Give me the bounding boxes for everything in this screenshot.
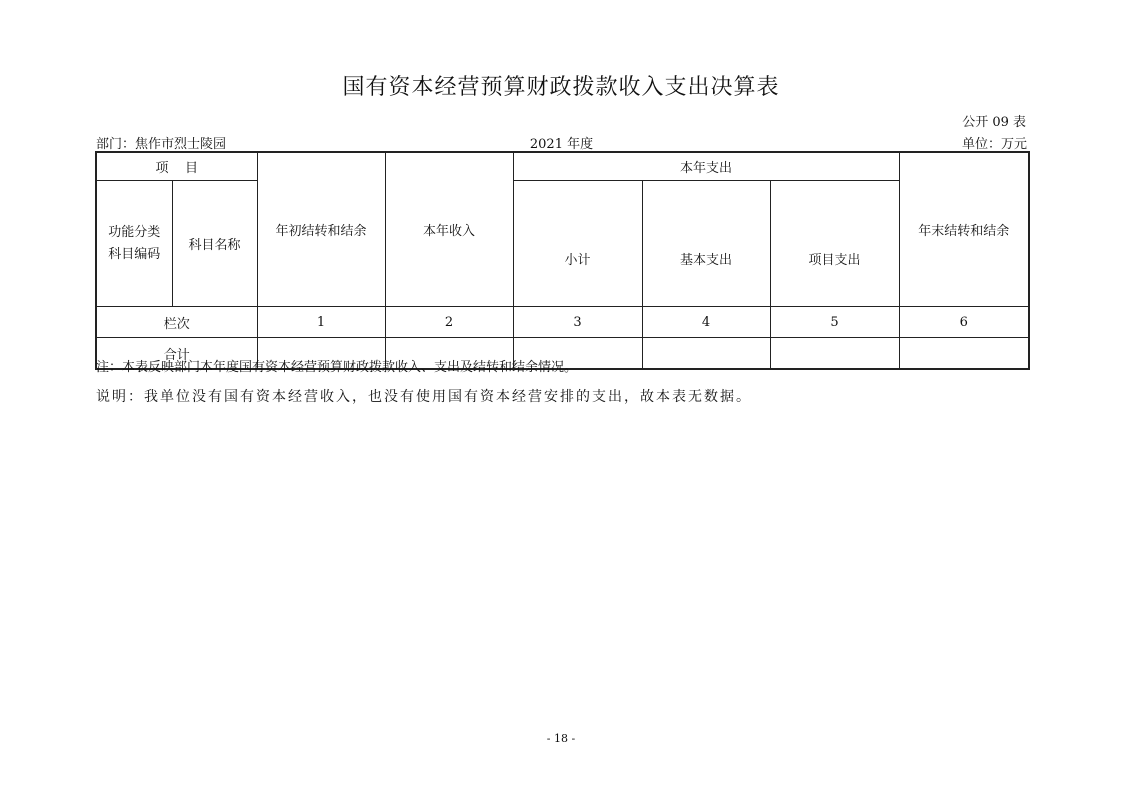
header-func-code-line2: 科目编码: [108, 246, 161, 262]
row-index-cell: 1: [257, 307, 385, 338]
header-item-label: 项 目: [155, 161, 199, 176]
header-basic: [642, 181, 770, 307]
total-cell: [642, 338, 770, 370]
header-project: [770, 181, 899, 307]
meta-row: [96, 133, 1027, 151]
fiscal-year: 2021 年度: [529, 137, 594, 152]
header-income: 本年收入: [385, 152, 513, 307]
header-basic-label: 基本支出: [679, 253, 732, 268]
row-index-cell: 6: [899, 307, 1029, 338]
explanation-text: 说明：我单位没有国有资本经营收入，也没有使用国有资本经营安排的支出，故本表无数据。: [96, 389, 752, 405]
page-number: - 18 -: [546, 732, 576, 745]
table-note: 注：本表反映部门本年度国有资本经营预算财政拨款收入、支出及结转和结余情况。: [96, 360, 578, 375]
total-cell: [899, 338, 1029, 370]
row-index-label: 栏次: [96, 307, 257, 338]
header-closing-balance: 年末结转和结余: [899, 152, 1029, 307]
form-number: 公开 09 表: [962, 115, 1026, 130]
header-func-code: [96, 181, 172, 307]
department: 部门：焦作市烈士陵园: [96, 137, 227, 152]
header-opening-balance: 年初结转和结余: [257, 152, 385, 307]
unit-label: 单位：万元: [961, 137, 1027, 152]
header-func-code-line1: 功能分类: [108, 224, 161, 240]
header-project-label: 项目支出: [808, 253, 861, 268]
row-index-cell: 3: [513, 307, 642, 338]
header-subject-name: 科目名称: [172, 181, 257, 307]
total-cell: [770, 338, 899, 370]
row-index-cell: 4: [642, 307, 770, 338]
header-item: [96, 152, 257, 181]
row-total-label: 合计: [96, 338, 257, 370]
row-index-cell: 2: [385, 307, 513, 338]
header-expense-group: 本年支出: [513, 152, 899, 181]
row-index-cell: 5: [770, 307, 899, 338]
page-title: 国有资本经营预算财政拨款收入支出决算表: [342, 75, 780, 100]
budget-table: [95, 151, 1030, 370]
header-subtotal-label: 小计: [564, 253, 591, 268]
header-subtotal: [513, 181, 642, 307]
